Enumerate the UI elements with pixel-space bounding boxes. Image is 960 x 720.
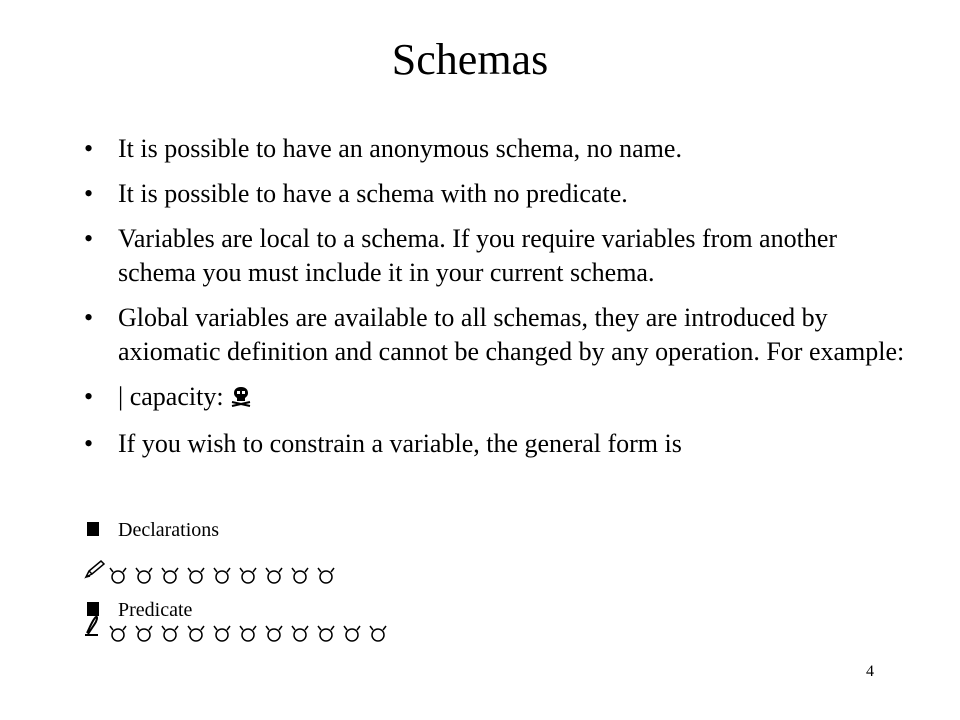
clock-icon <box>314 566 340 584</box>
clock-icon <box>184 624 210 642</box>
bullet-item <box>84 177 914 211</box>
bullet-text: Global variables are available to all schemas, they are introduced by axiomatic definition and cannot be changed by any operation. For example: <box>118 303 905 366</box>
bullet-dot: • <box>84 303 94 332</box>
handwriting-icon <box>84 613 106 642</box>
clock-icon <box>314 624 340 642</box>
bullet-dot: • <box>84 224 94 253</box>
slide-title: Schemas <box>391 35 549 84</box>
clock-icon <box>236 566 262 584</box>
bullet-item <box>84 427 914 461</box>
bullet-text: It is possible to have an anonymous schema, no name. <box>118 134 682 163</box>
square-bullet-icon <box>84 518 118 542</box>
bullet-item <box>84 380 914 416</box>
pencil-icon <box>84 559 106 584</box>
clock-icon <box>366 624 392 642</box>
bullet-item <box>84 301 914 369</box>
page-number: 4 <box>866 663 874 680</box>
clock-icon-row <box>106 624 392 642</box>
bullet-text: If you wish to constrain a variable, the general form is <box>118 429 682 459</box>
clock-icon <box>132 624 158 642</box>
clock-icon <box>288 566 314 584</box>
bullet-dot: • <box>84 179 94 208</box>
bullet-dot: • <box>84 429 94 459</box>
clock-icon <box>340 624 366 642</box>
sub-item-label: Declarations <box>118 519 220 541</box>
bullet-list <box>84 132 914 472</box>
bullet-text: It is possible to have a schema with no predicate. <box>118 179 628 208</box>
clock-icon <box>106 566 132 584</box>
declarations-glyph-row <box>84 562 340 584</box>
skull-icon <box>230 382 252 416</box>
clock-icon <box>236 624 262 642</box>
clock-icon <box>262 566 288 584</box>
clock-icon <box>288 624 314 642</box>
bullet-dot: • <box>84 382 94 411</box>
sub-item-declarations <box>84 518 219 542</box>
clock-icon <box>158 624 184 642</box>
bullet-text: Variables are local to a schema. If you require variables from another schema you must include it in your current schema. <box>118 224 838 287</box>
clock-icon-row <box>106 566 340 584</box>
capacity-declaration: | capacity: <box>118 382 224 411</box>
bullet-item <box>84 222 914 290</box>
clock-icon <box>132 566 158 584</box>
clock-icon <box>262 624 288 642</box>
clock-icon <box>158 566 184 584</box>
clock-icon <box>106 624 132 642</box>
predicate-glyph-row <box>84 620 392 642</box>
bullet-dot: • <box>84 134 94 163</box>
bullet-text-with-glyph <box>118 380 914 416</box>
clock-icon <box>210 566 236 584</box>
clock-icon <box>184 566 210 584</box>
bullet-item <box>84 132 914 166</box>
sub-item-label: Predicate <box>118 599 193 621</box>
clock-icon <box>210 624 236 642</box>
